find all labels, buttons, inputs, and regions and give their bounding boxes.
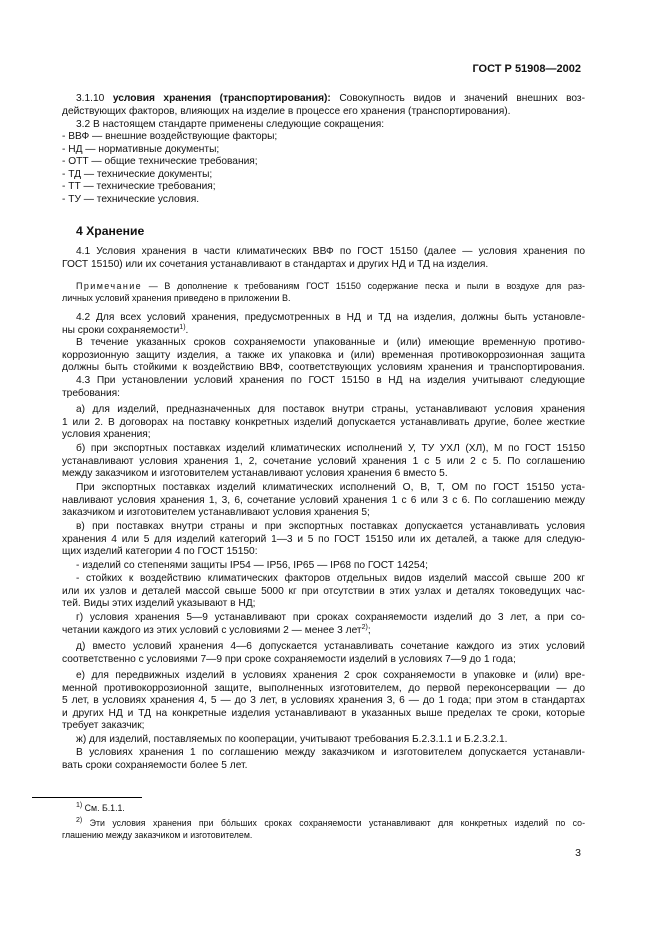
note-label: Примечание [76, 281, 143, 291]
footnote-divider [32, 797, 142, 798]
text-line: 5 лет, в условиях хранения 4, 5 — до 3 лет, в условиях хранения 3, 6 — до 1 года; при этом в стандартах [62, 695, 585, 707]
section-heading: 4 Хранение [76, 224, 145, 238]
text-line: 4.1 Условия хранения в части климатических ВВФ по ГОСТ 15150 (далее — условия хранения по [76, 246, 585, 257]
text-line: требует заказчик; [62, 720, 145, 732]
text-line: хранения 4 или 5 для изделий категорий 1—3 и 5 по ГОСТ 15150 или их деталей, а также для следую- [62, 533, 585, 545]
term-storage-conditions: условия хранения (транспортирования): [112, 93, 331, 104]
text-line: 4.2 Для всех условий хранения, предусмотренных в НД и ТД на изделия, должны быть установле- [76, 312, 585, 323]
footnote-ref[interactable]: 2) [361, 623, 368, 631]
standard-code-header: ГОСТ Р 51908—2002 [472, 63, 581, 75]
note-text: — В дополнение к требованиям ГОСТ 15150 содержание песка и пыли в воздухе для раз- [142, 281, 585, 291]
text-line: В течение указанных сроков сохраняемости упакованные и (или) имеющие временную противо- [76, 337, 585, 348]
text-line: требования: [62, 387, 121, 399]
definition-start: Совокупность видов и значений внешних воз- [330, 93, 585, 104]
paragraph-4-3 [62, 375, 585, 400]
text-line: навливают условия хранения 1, 3, 6, сочетание условий хранения 1 с 6 или 3 с 6. По соглашению между [62, 494, 585, 506]
footnote-2-line2: глашению между заказчиком и изготовителем. [62, 830, 253, 841]
text-line: коррозионную защиту изделия, а также их упаковка и (или) временная противокоррозионная защита [62, 349, 585, 361]
text-line: менной противокоррозионной защите, выполненных изготовителем, до первой переконсервации — до [62, 682, 585, 694]
text-line: 1 или 2. В договорах на поставку конкретных изделий допускается устанавливать другие, более жесткие [62, 416, 585, 428]
text-line: устанавливают условия хранения 1, 2, сочетание условий хранения 1 с 5 или 2 с 5. По соглашению [62, 455, 585, 467]
text-fragment: . [185, 324, 189, 336]
abbreviation-item: - НД — нормативные документы; [62, 143, 220, 155]
text-line: д) вместо условий хранения 4—6 допускается устанавливать сочетание каждого из этих условий [76, 641, 585, 652]
paragraph-e [62, 670, 585, 733]
paragraph-last [62, 747, 585, 772]
footnote-mark: 1) [76, 802, 83, 809]
footnote-1 [62, 802, 585, 814]
footnote-text: Эти условия хранения при бо́льших сроках сохраняемости устанавливают для конкретных изделий по со- [82, 818, 585, 828]
paragraph-3-1-10 [62, 93, 585, 118]
clause-number: 3.1.10 [76, 93, 113, 104]
text-line: между заказчиком и изготовителем устанавливают условия хранения 6 вместо 5. [62, 468, 448, 480]
paragraph-4-1 [62, 246, 585, 271]
text-line: должны быть стойкими к воздействию ВВФ, соответствующих условиям хранения и транспортирования. [62, 362, 585, 374]
text-line: щих изделий категории 4 по ГОСТ 15150: [62, 546, 258, 558]
text-line: в) при поставках внутри страны и при экспортных поставках допускается устанавливать условия [76, 521, 585, 532]
abbreviation-list [62, 131, 571, 206]
text-line: При экспортных поставках изделий климатических исполнений О, В, Т, ОМ по ГОСТ 15150 уста- [76, 482, 585, 493]
footnote-text: См. Б.1.1. [82, 803, 125, 813]
text-line [62, 625, 585, 638]
note-block [62, 280, 585, 305]
text-line: - стойких к воздействию климатических факторов отдельных видов изделий массой свыше 200 кг [76, 573, 585, 584]
text-line: ГОСТ 15150) или их сочетания устанавливают в стандартах и других НД и ТД на изделия. [62, 258, 489, 270]
paragraph-g [62, 612, 585, 637]
note-line2: личных условий хранения приведено в приложении В. [62, 293, 291, 304]
paragraph-v [62, 521, 585, 559]
page-number: 3 [575, 847, 581, 859]
paragraph-4-2-cont [62, 337, 585, 375]
abbreviation-item: - ОТТ — общие технические требования; [62, 156, 258, 168]
text-line: б) при экспортных поставках изделий климатических исполнений У, ТУ УХЛ (ХЛ), М по ГОСТ 15150 [76, 443, 585, 454]
text-line: В условиях хранения 1 по соглашению между заказчиком и изготовителем допускается устанавли- [76, 747, 585, 758]
paragraph-d [62, 641, 585, 666]
text-fragment: ; [367, 624, 371, 636]
abbreviation-item: - ВВФ — внешние воздействующие факторы; [62, 131, 278, 142]
footnote-2-line1 [62, 817, 585, 829]
abbreviation-item: - ТД — технические документы; [62, 168, 213, 180]
paragraph-b [62, 443, 585, 481]
text-fragment: четании каждого из этих условий с условиями 2 — менее 3 лет [62, 624, 362, 636]
abbreviation-item: - ТТ — технические требования; [62, 181, 216, 193]
text-line: или их узлов и деталей массой свыше 5000 кг при отсутствии в этих узлах и деталях токоведущих час- [62, 585, 585, 597]
abbreviation-item: - ТУ — технические условия. [62, 193, 200, 205]
footnote-mark: 2) [76, 817, 83, 824]
paragraph-3-1-10-line1 [76, 93, 585, 106]
paragraph-3-1-10-line2: действующих факторов, влияющих на изделие в процессе его хранения (транспортирования). [62, 105, 511, 117]
text-line [62, 325, 585, 338]
paragraph-zh: ж) для изделий, поставляемых по кооперации, учитывают требования Б.2.3.1.1 и Б.2.3.2.1. [76, 734, 508, 745]
paragraph-v-item2 [62, 573, 585, 611]
footnote-2 [62, 817, 585, 841]
paragraph-v-item1: - изделий со степенями защиты IP54 — IP56, IP65 — IP68 по ГОСТ 14254; [76, 560, 429, 571]
paragraph-4-2 [62, 312, 585, 337]
text-line: тей. Виды этих изделий указывают в НД; [62, 598, 256, 610]
text-line: заказчиком и изготовителем устанавливают условия хранения 5; [62, 507, 370, 519]
text-fragment: ны сроки сохраняемости [62, 324, 180, 336]
text-line: и других НД и ТД на конкретные изделия устанавливают в указанных выше пределах те сроки, которые [62, 707, 585, 719]
note-line1 [62, 280, 585, 292]
text-line: вать сроки сохраняемости более 5 лет. [62, 759, 248, 771]
text-line: г) условия хранения 5—9 устанавливают при сроках сохраняемости изделий до 3 лет, а при со- [76, 612, 585, 623]
footnote-ref[interactable]: 1) [179, 323, 186, 331]
text-line: соответственно с условиями 7—9 при сроке сохраняемости изделий в условиях 7—9 до 1 года; [62, 653, 516, 665]
paragraph-b-export [62, 482, 585, 520]
paragraph-3-2: 3.2 В настоящем стандарте применены следующие сокращения: [76, 118, 385, 130]
text-line: а) для изделий, предназначенных для поставок внутри страны, устанавливают условия хранения [76, 404, 585, 415]
text-line: 4.3 При установлении условий хранения по ГОСТ 15150 в НД на изделия учитывают следующие [76, 375, 585, 386]
text-line: е) для передвижных изделий в условиях хранения 2 срок сохраняемости в упаковке и (или) вре- [76, 670, 585, 681]
paragraph-a [62, 404, 585, 442]
text-line: условия хранения; [62, 429, 151, 441]
